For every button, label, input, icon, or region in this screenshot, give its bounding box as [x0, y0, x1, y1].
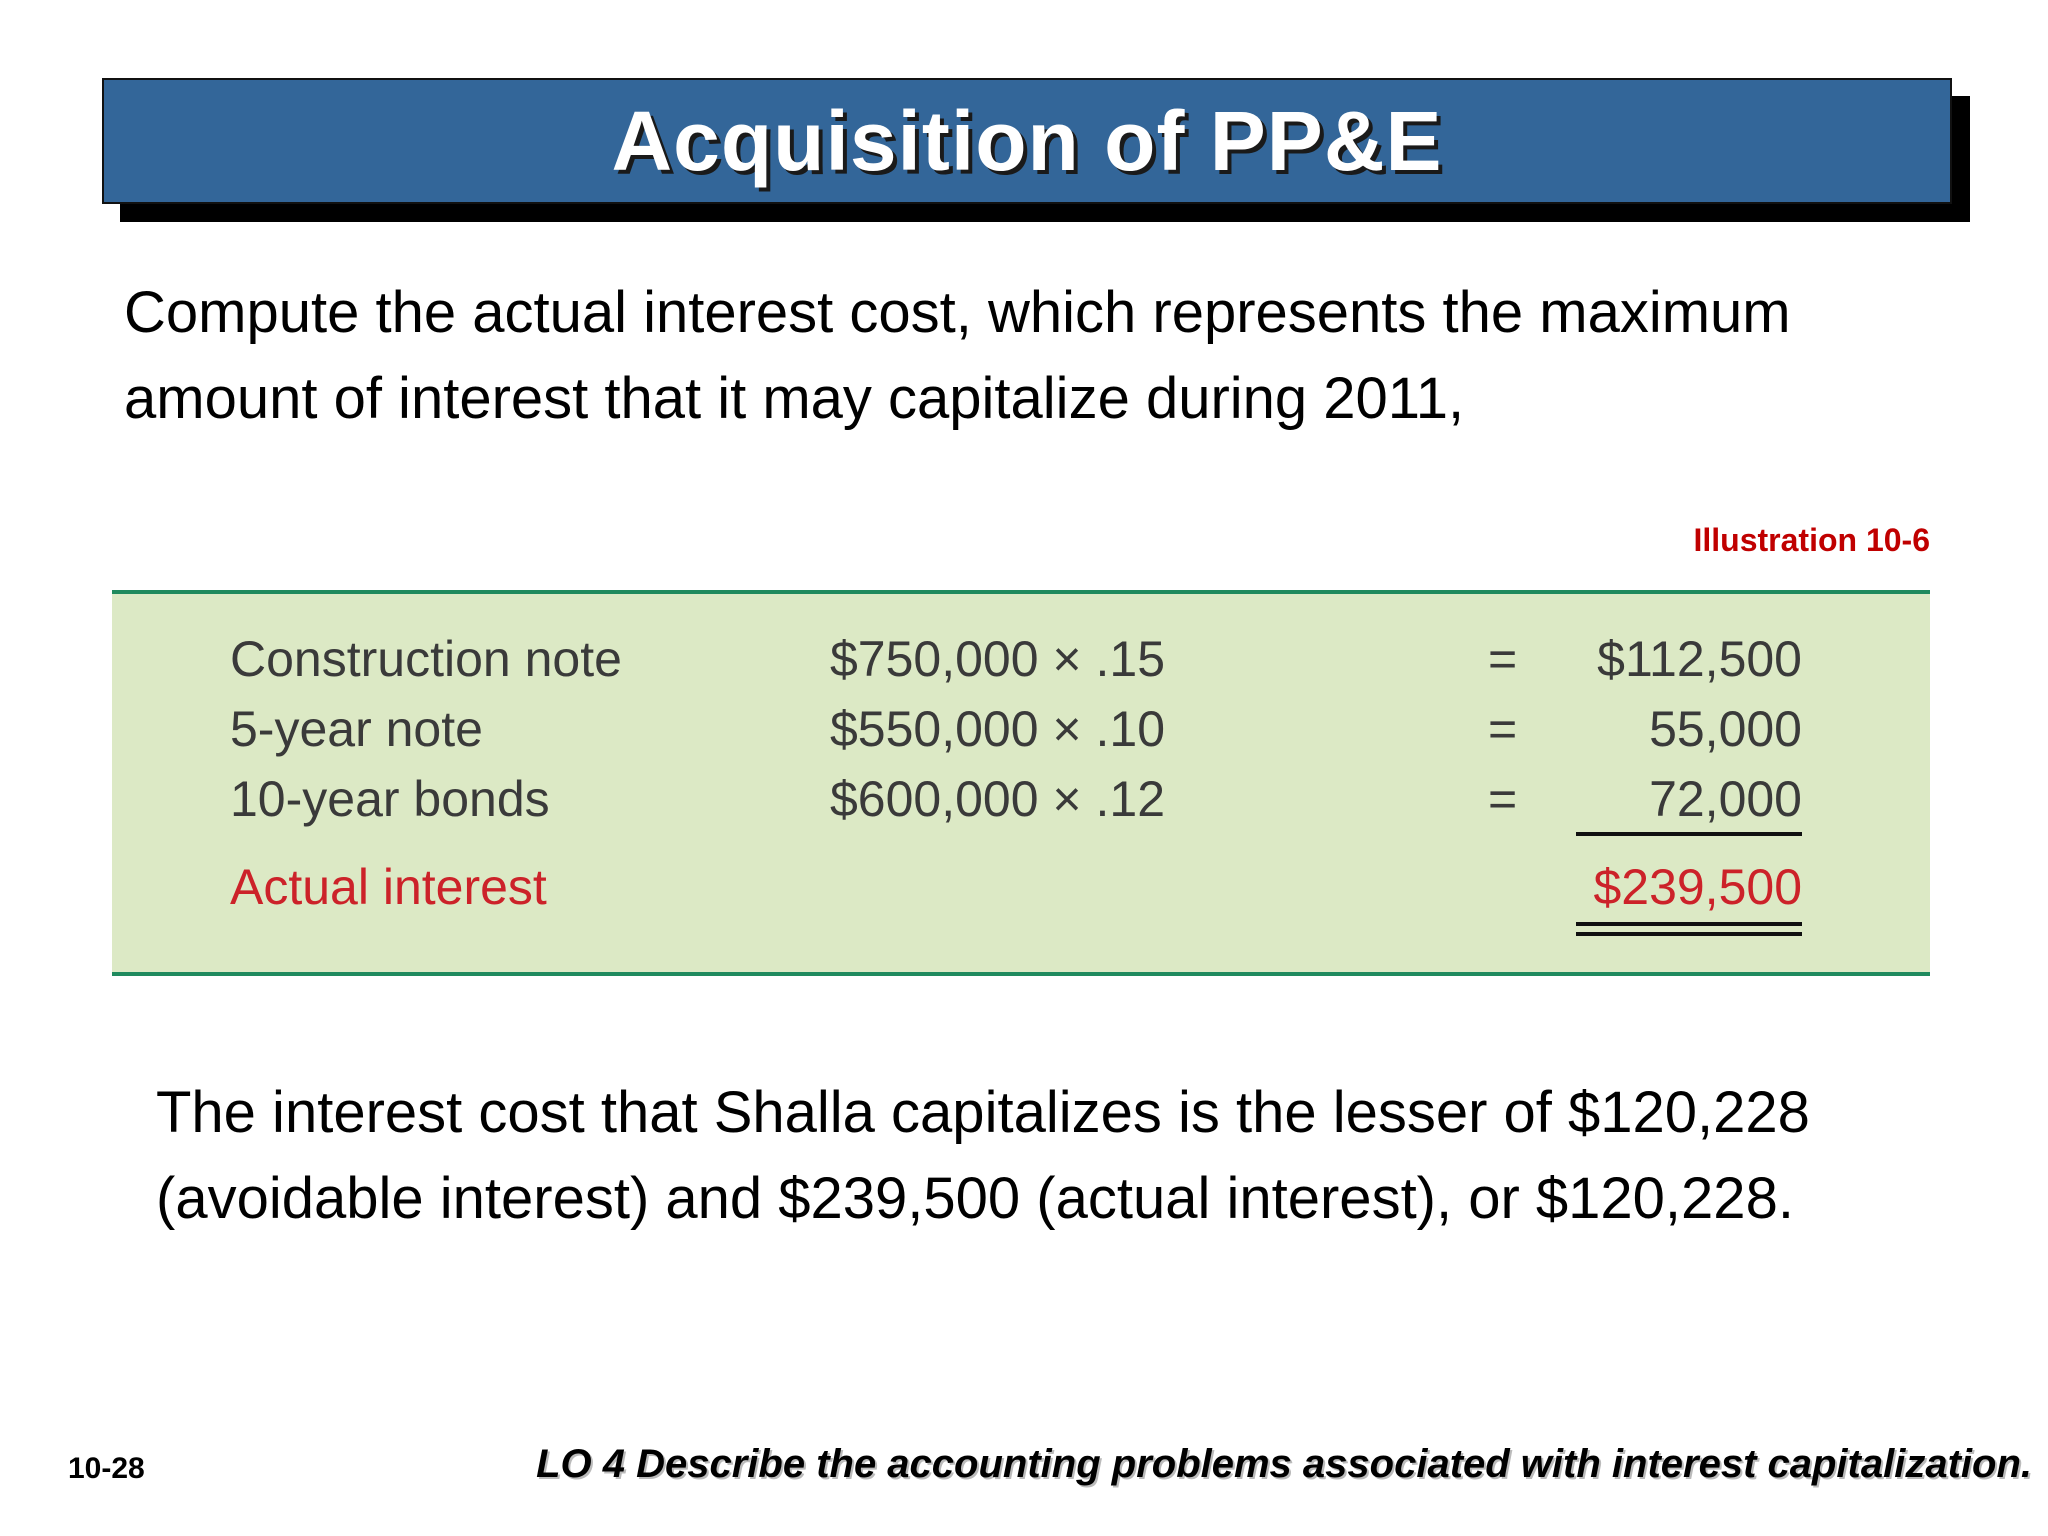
row-calculation: $550,000 × .10	[830, 701, 1166, 757]
equals-sign: =	[1488, 631, 1518, 687]
learning-objective: LO 4 Describe the accounting problems associated with interest capitalization.	[536, 1442, 2032, 1486]
total-label: Actual interest	[230, 859, 547, 915]
table-row	[112, 700, 1930, 766]
row-label: Construction note	[230, 631, 622, 687]
conclusion-text: The interest cost that Shalla capitalizes is the lesser of $120,228 (avoidable interest) and $239,500 (actual interest), or $120,228.	[156, 1080, 1810, 1231]
page-number: 10-28	[68, 1452, 145, 1485]
illustration-label: Illustration 10-6	[1693, 522, 1930, 558]
equals-sign: =	[1488, 771, 1518, 827]
total-row	[112, 858, 1930, 924]
title-bar	[102, 78, 1952, 204]
intro-text: Compute the actual interest cost, which represents the maximum amount of interest that it may capitalize during 2011,	[124, 280, 1791, 431]
total-amount: $239,500	[1593, 859, 1802, 915]
row-label: 5-year note	[230, 701, 483, 757]
total-double-rule	[1576, 922, 1802, 936]
row-amount: 55,000	[1649, 701, 1802, 757]
equals-sign: =	[1488, 701, 1518, 757]
slide-title: Acquisition of PP&E	[611, 93, 1443, 188]
row-label: 10-year bonds	[230, 771, 550, 827]
table-row	[112, 770, 1930, 836]
table-row	[112, 630, 1930, 696]
subtotal-rule	[1576, 832, 1802, 836]
row-amount: $112,500	[1597, 631, 1802, 687]
row-calculation: $750,000 × .15	[830, 631, 1166, 687]
row-amount: 72,000	[1649, 771, 1802, 827]
row-calculation: $600,000 × .12	[830, 771, 1166, 827]
interest-table	[112, 590, 1930, 976]
